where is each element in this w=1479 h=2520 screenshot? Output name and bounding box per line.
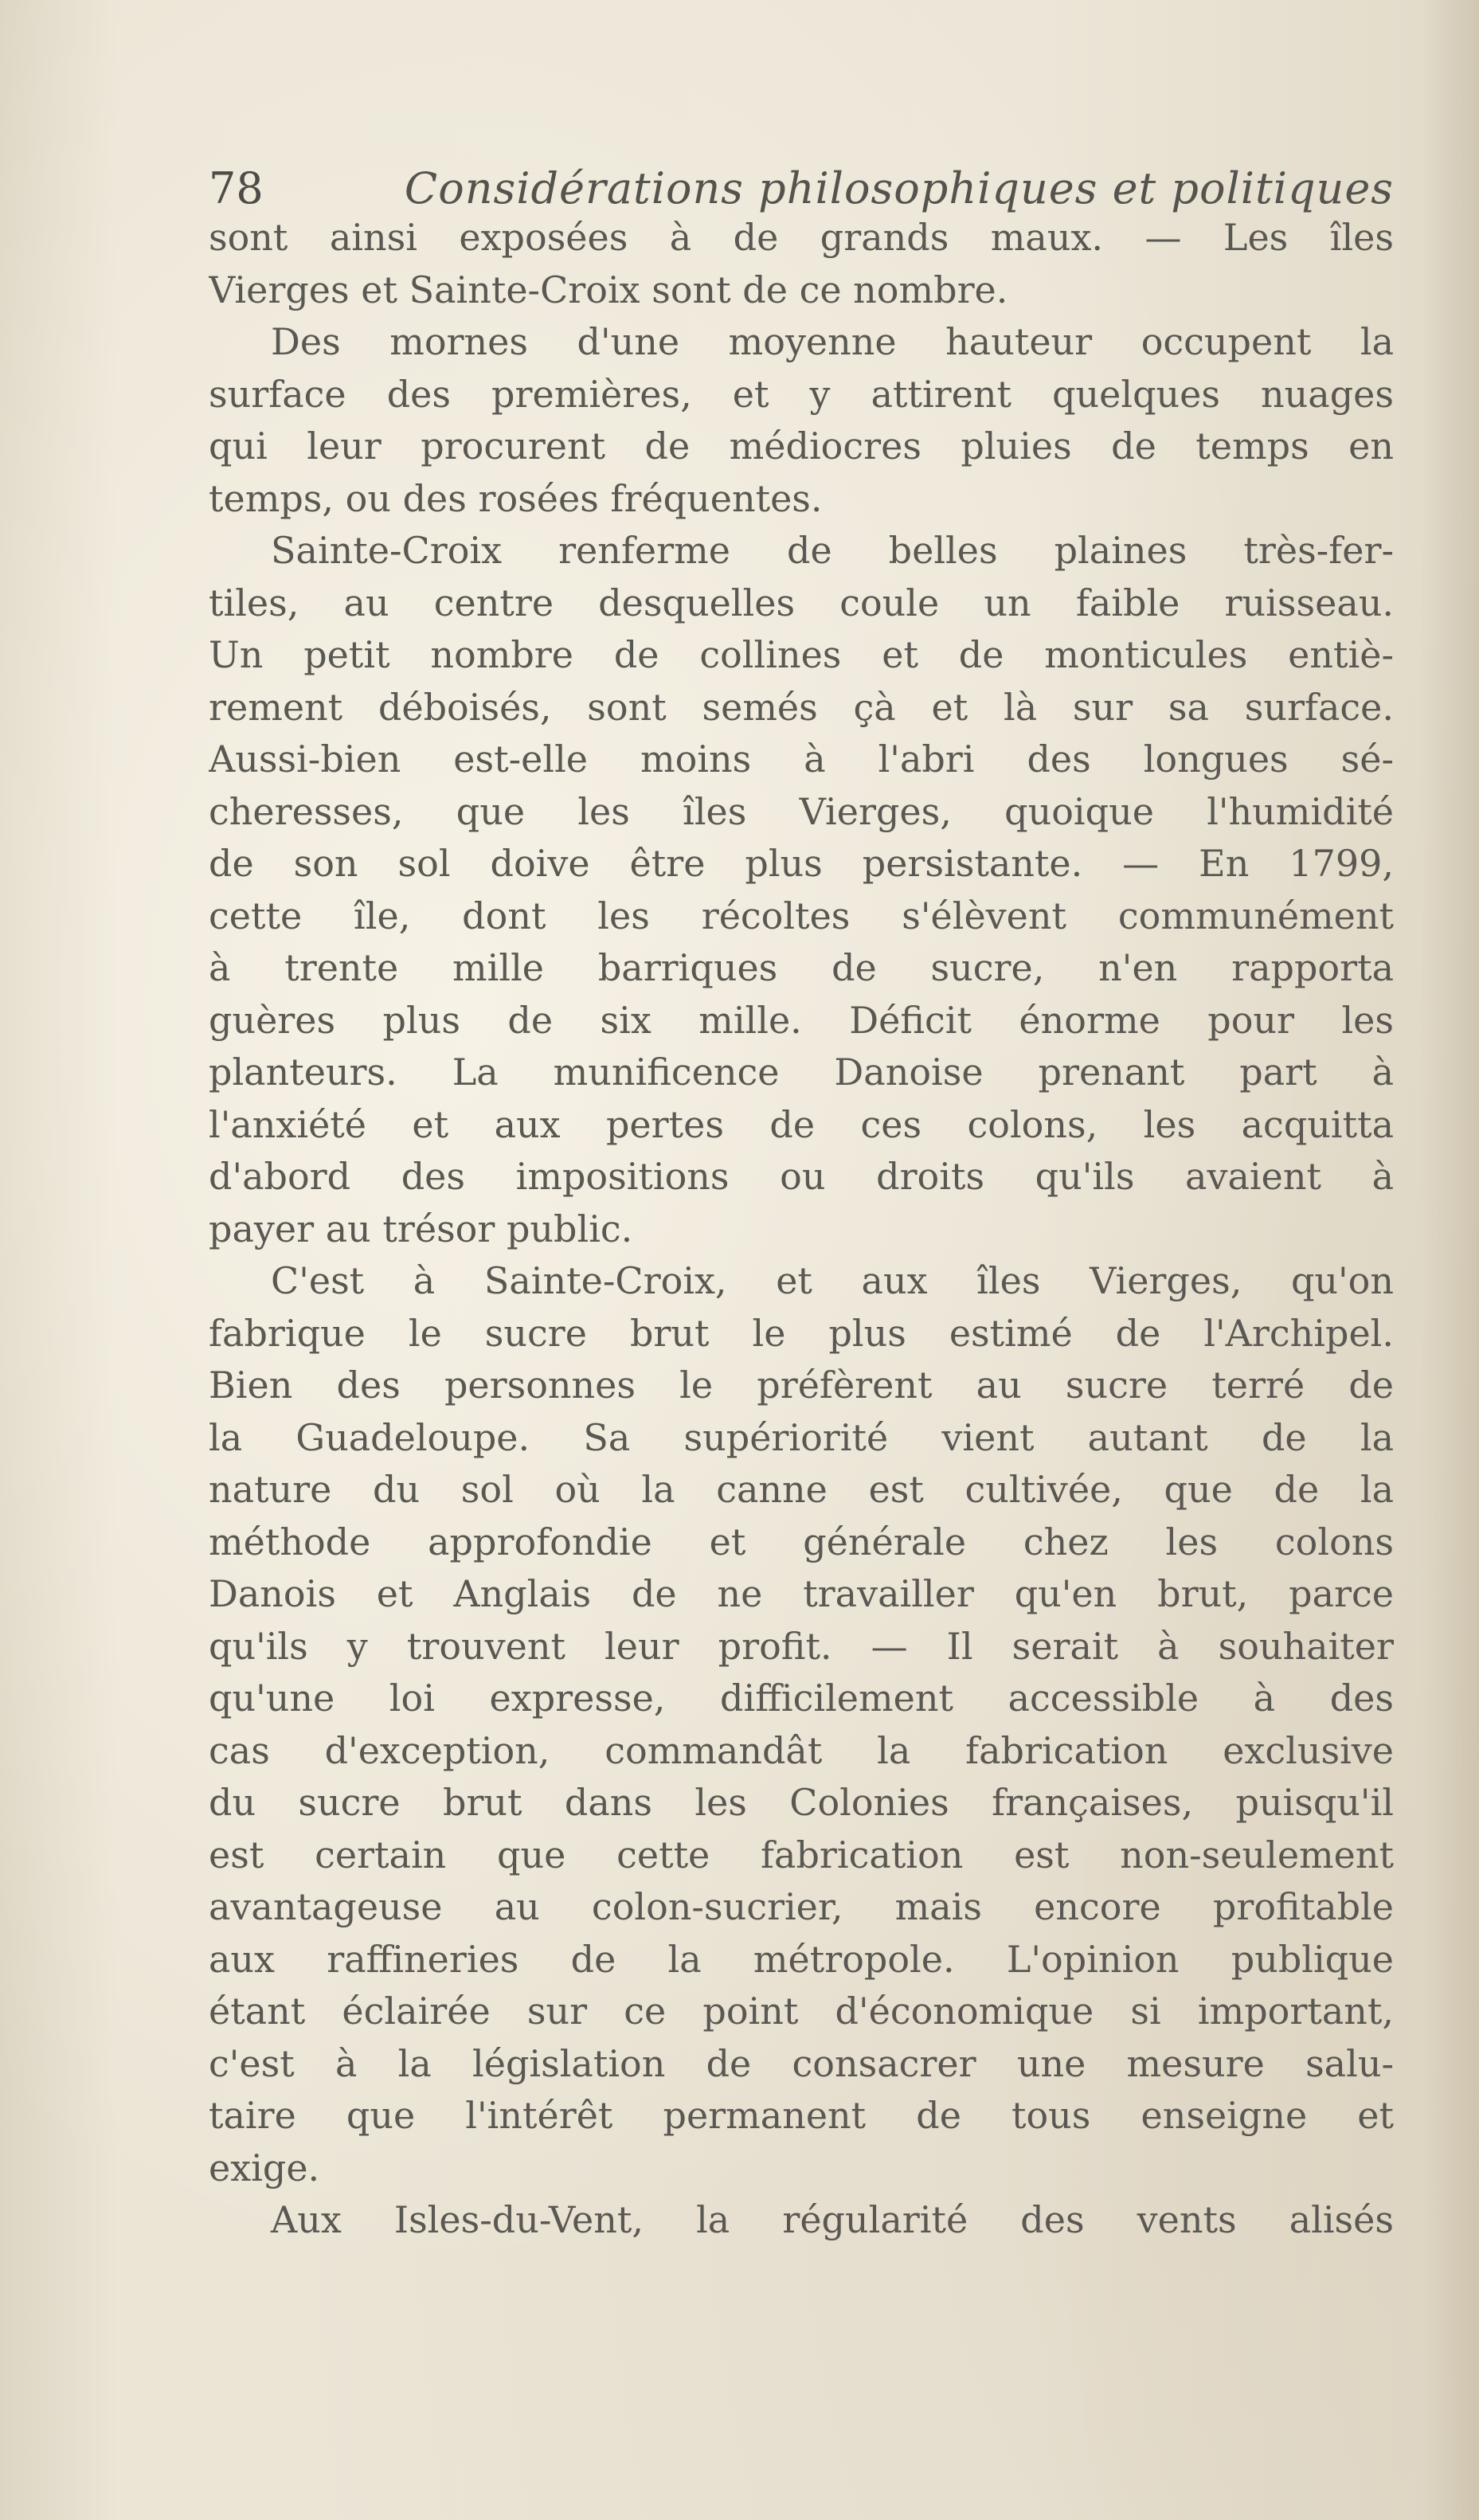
- text-line: taire que l'intérêt permanent de tous enseigne et: [209, 2094, 1394, 2137]
- text-line: Bien des personnes le préfèrent au sucre terré de: [209, 1364, 1394, 1407]
- text-line: Sainte-Croix renferme de belles plaines très-fer-: [271, 529, 1394, 572]
- text-line: tiles, au centre desquelles coule un faible ruisseau.: [209, 581, 1394, 624]
- text-line: cas d'exception, commandât la fabrication exclusive: [209, 1728, 1394, 1772]
- text-line: aux raffineries de la métropole. L'opinion publique: [209, 1937, 1394, 1981]
- body-text: [209, 212, 1394, 2247]
- text-line: d'abord des impositions ou droits qu'ils avaient à: [209, 1155, 1394, 1198]
- text-line: qu'ils y trouvent leur profit. — Il serait à souhaiter: [209, 1624, 1394, 1668]
- running-title: Considérations philosophiques et politiques: [404, 163, 1394, 213]
- text-line: Des mornes d'une moyenne hauteur occupent la: [271, 320, 1394, 363]
- text-line: Aussi-bien est-elle moins à l'abri des longues sé-: [209, 738, 1394, 781]
- text-line: cheresses, que les îles Vierges, quoique l'humidité: [209, 789, 1394, 833]
- text-line: de son sol doive être plus persistante. — En 1799,: [209, 842, 1394, 885]
- text-line: cette île, dont les récoltes s'élèvent communément: [209, 894, 1394, 937]
- text-line: nature du sol où la canne est cultivée, que de la: [209, 1468, 1394, 1511]
- text-line: qu'une loi expresse, difficilement accessible à des: [209, 1677, 1394, 1720]
- page-number: 78: [209, 163, 264, 213]
- text-line: rement déboisés, sont semés çà et là sur sa surface.: [209, 685, 1394, 729]
- text-line: sont ainsi exposées à de grands maux. — Les îles: [209, 216, 1394, 259]
- text-line: avantageuse au colon-sucrier, mais encore profitable: [209, 1885, 1394, 1928]
- text-line: C'est à Sainte-Croix, et aux îles Vierges, qu'on: [271, 1259, 1394, 1302]
- text-line: surface des premières, et y attirent quelques nuages: [209, 372, 1394, 416]
- text-line: à trente mille barriques de sucre, n'en rapporta: [209, 946, 1394, 989]
- text-line: planteurs. La munificence Danoise prenant part à: [209, 1051, 1394, 1094]
- text-line: Un petit nombre de collines et de monticules entiè-: [209, 633, 1394, 676]
- text-line: du sucre brut dans les Colonies françaises, puisqu'il: [209, 1781, 1394, 1824]
- text-line: Aux Isles-du-Vent, la régularité des vents alisés: [271, 2198, 1394, 2241]
- text-line: exige.: [209, 2146, 320, 2189]
- text-line: Vierges et Sainte-Croix sont de ce nombre.: [209, 268, 1008, 311]
- text-line: temps, ou des rosées fréquentes.: [209, 476, 823, 520]
- text-line: guères plus de six mille. Déficit énorme pour les: [209, 998, 1394, 1042]
- page-text: [209, 163, 1394, 2247]
- page-header: [209, 163, 1394, 213]
- text-line: est certain que cette fabrication est non-seulement: [209, 1833, 1394, 1876]
- text-line: Danois et Anglais de ne travailler qu'en brut, parce: [209, 1572, 1394, 1615]
- text-line: méthode approfondie et générale chez les colons: [209, 1520, 1394, 1563]
- text-line: c'est à la législation de consacrer une mesure salu-: [209, 2041, 1394, 2085]
- text-line: payer au trésor public.: [209, 1207, 633, 1250]
- text-line: la Guadeloupe. Sa supériorité vient autant de la: [209, 1415, 1394, 1459]
- text-line: l'anxiété et aux pertes de ces colons, les acquitta: [209, 1102, 1394, 1146]
- text-line: étant éclairée sur ce point d'économique si important,: [209, 1990, 1394, 2033]
- text-line: fabrique le sucre brut le plus estimé de l'Archipel.: [209, 1311, 1394, 1355]
- text-line: qui leur procurent de médiocres pluies de temps en: [209, 425, 1394, 468]
